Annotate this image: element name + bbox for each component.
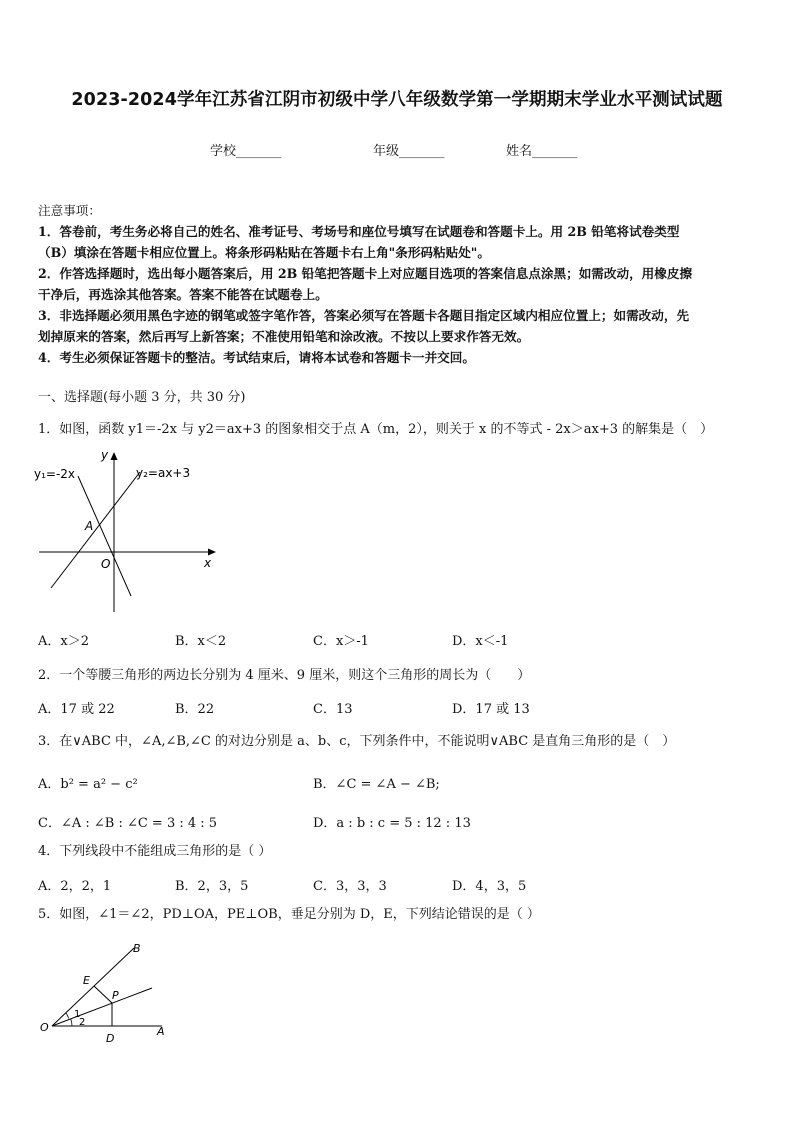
label-y: y bbox=[101, 448, 109, 462]
ray-ob bbox=[52, 948, 134, 1026]
notice-line: （B）填涂在答题卡相应位置上。将条形码粘贴在答题卡右上角"条形码粘贴处"。 bbox=[38, 245, 490, 260]
question-1-figure bbox=[30, 444, 230, 616]
q4-option-b[interactable]: B．2，3，5 bbox=[175, 879, 249, 894]
question-2-stem: 2．一个等腰三角形的两边长分别为 4 厘米、9 厘米，则这个三角形的周长为（ ） bbox=[38, 668, 531, 683]
label-point-a: A bbox=[85, 519, 94, 533]
section-heading: 一、选择题(每小题 3 分，共 30 分) bbox=[38, 390, 246, 405]
q2-option-a[interactable]: A．17 或 22 bbox=[38, 702, 115, 717]
question-3-stem: 3．在∨ABC 中，∠A,∠B,∠C 的对边分别是 a、b、c，下列条件中，不能说明∨ABC 是直角三角形的是（ ） bbox=[38, 734, 676, 749]
name-field: 姓名_______ bbox=[506, 144, 578, 159]
q3-option-a[interactable]: A．b² = a² − c² bbox=[38, 777, 138, 792]
notice-line: 3．非选择题必须用黑色字迹的钢笔或签字笔作答，答案必须写在答题卡各题目指定区域内相应位置上；如需改动，先 bbox=[38, 308, 690, 323]
question-5-stem: 5．如图，∠1＝∠2，PD⊥OA，PE⊥OB，垂足分别为 D，E，下列结论错误的是（ ） bbox=[38, 907, 540, 922]
label-p: P bbox=[112, 989, 119, 1002]
q2-option-c[interactable]: C．13 bbox=[313, 702, 353, 717]
notice-line: 1．答卷前，考生务必将自己的姓名、准考证号、考场号和座位号填写在试题卷和答题卡上。用 2B 铅笔将试卷类型 bbox=[38, 224, 680, 239]
notice-line: 干净后，再选涂其他答案。答案不能答在试题卷上。 bbox=[38, 287, 328, 302]
q1-option-c[interactable]: C．x＞-1 bbox=[313, 634, 369, 649]
label-e: E bbox=[83, 974, 90, 987]
q4-option-c[interactable]: C．3，3，3 bbox=[313, 879, 387, 894]
q1-option-d[interactable]: D．x＜-1 bbox=[452, 634, 509, 649]
label-b: B bbox=[133, 942, 141, 955]
question-1-stem: 1．如图，函数 y1＝-2x 与 y2＝ax+3 的图象相交于点 A（m，2），则关于 x 的不等式 - 2x＞ax+3 的解集是（ ） bbox=[38, 422, 714, 437]
grade-field: 年级_______ bbox=[373, 144, 445, 159]
notice-line: 4．考生必须保证答题卡的整洁。考试结束后，请将本试卷和答题卡一并交回。 bbox=[38, 350, 475, 365]
notice-section bbox=[38, 200, 762, 368]
q4-option-d[interactable]: D．4，3，5 bbox=[452, 879, 527, 894]
label-a: A bbox=[157, 1025, 165, 1038]
notice-heading: 注意事项： bbox=[38, 203, 101, 218]
label-x: x bbox=[204, 556, 212, 570]
q3-option-d[interactable]: D．a : b : c = 5 : 12 : 13 bbox=[313, 816, 471, 831]
q1-option-a[interactable]: A．x＞2 bbox=[38, 634, 89, 649]
exam-title: 2023-2024学年江苏省江阴市初级中学八年级数学第一学期期末学业水平测试试题 bbox=[71, 90, 723, 110]
q2-option-b[interactable]: B．22 bbox=[175, 702, 215, 717]
notice-line: 划掉原来的答案，然后再写上新答案；不准使用铅笔和涂改液。不按以上要求作答无效。 bbox=[38, 329, 530, 344]
line-y2 bbox=[51, 472, 140, 588]
question-4-stem: 4．下列线段中不能组成三角形的是（ ） bbox=[38, 844, 272, 859]
label-y2: y₂=ax+3 bbox=[136, 466, 191, 480]
angle-2-arc bbox=[71, 1019, 72, 1026]
label-y1: y₁=-2x bbox=[34, 467, 76, 481]
label-angle-1: 1 bbox=[74, 1009, 81, 1020]
label-o: O bbox=[40, 1021, 49, 1034]
q4-option-a[interactable]: A．2，2，1 bbox=[38, 879, 112, 894]
notice-line: 2．作答选择题时，选出每小题答案后，用 2B 铅笔把答题卡上对应题目选项的答案信息点涂黑；如需改动，用橡皮擦 bbox=[38, 266, 693, 281]
q3-option-c[interactable]: C．∠A : ∠B : ∠C = 3 : 4 : 5 bbox=[38, 816, 218, 831]
school-field: 学校_______ bbox=[210, 144, 282, 159]
segment-pe bbox=[94, 986, 112, 1003]
angle-1-arc bbox=[66, 1013, 69, 1019]
question-5-figure bbox=[36, 938, 176, 1046]
y-axis-arrow-icon bbox=[111, 452, 118, 460]
label-angle-2: 2 bbox=[79, 1017, 86, 1028]
label-d: D bbox=[106, 1032, 115, 1045]
q3-option-b[interactable]: B．∠C = ∠A − ∠B; bbox=[313, 777, 440, 792]
label-origin: O bbox=[101, 557, 111, 571]
q1-option-b[interactable]: B．x＜2 bbox=[175, 634, 227, 649]
x-axis-arrow-icon bbox=[208, 549, 216, 556]
q2-option-d[interactable]: D．17 或 13 bbox=[452, 702, 530, 717]
